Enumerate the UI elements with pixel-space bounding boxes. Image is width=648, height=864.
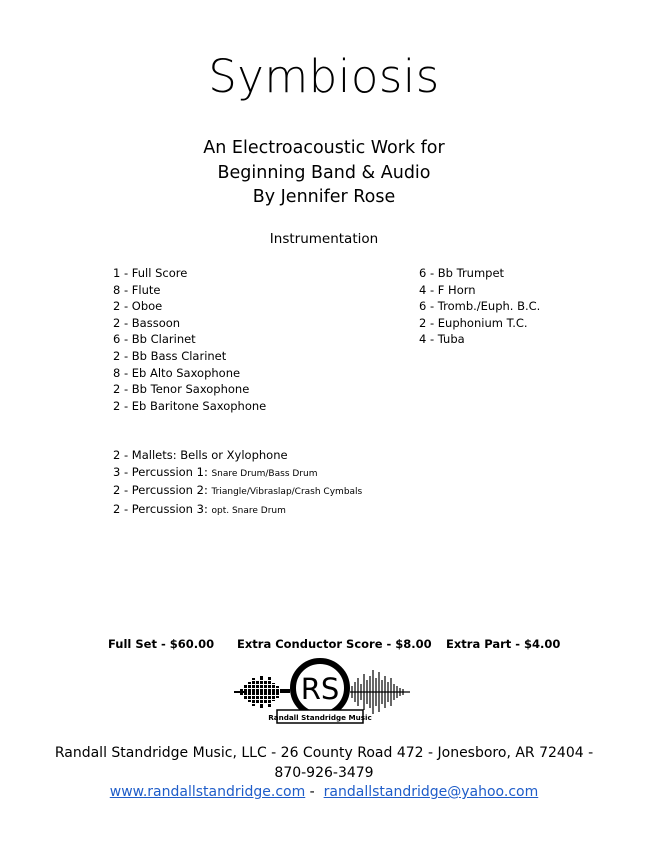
percussion-detail: Snare Drum/Bass Drum (211, 468, 318, 479)
svg-text:RS: RS (300, 672, 340, 706)
percussion-detail: opt. Snare Drum (211, 505, 286, 516)
subtitle-block (0, 136, 648, 210)
list-item: 2 - Euphonium T.C. (419, 315, 528, 330)
list-item: 2 - Bassoon (113, 315, 181, 330)
link-separator: - (305, 784, 324, 800)
instrumentation-list-percussion (113, 447, 362, 519)
list-item: 4 - Tuba (419, 332, 465, 347)
rs-logo-icon (232, 658, 412, 726)
address-line: Randall Standridge Music, LLC - 26 County Road 472 - Jonesboro, AR 72404 - (54, 745, 594, 761)
list-item: 2 - Eb Baritone Saxophone (113, 398, 267, 413)
percussion-part: 3 - Percussion 1: (113, 464, 212, 479)
list-item: 2 - Oboe (113, 299, 163, 314)
instrumentation-heading: Instrumentation (269, 231, 379, 247)
email-link[interactable]: randallstandridge@yahoo.com (323, 784, 539, 800)
percussion-detail: Triangle/Vibraslap/Crash Cymbals (211, 487, 363, 498)
publisher-logo (232, 658, 412, 726)
list-item: 6 - Bb Trumpet (419, 266, 505, 280)
composer-line: By Jennifer Rose (252, 187, 396, 207)
publisher-footer (0, 744, 648, 803)
list-item: 1 - Full Score (113, 266, 188, 280)
instrumentation-list-brass (419, 265, 540, 348)
list-item: 8 - Flute (113, 282, 161, 297)
list-item: 6 - Tromb./Euph. B.C. (419, 299, 541, 314)
svg-text:Randall Standridge Music: Randall Standridge Music (268, 713, 372, 722)
website-link[interactable]: www.randallstandridge.com (109, 784, 306, 800)
instrumentation-list-woodwinds (113, 265, 266, 414)
subtitle-line: An Electroacoustic Work for (203, 138, 445, 158)
page-title: Symbiosis (208, 50, 440, 103)
list-item: 2 - Bb Tenor Saxophone (113, 382, 250, 397)
list-item: 6 - Bb Clarinet (113, 332, 196, 347)
list-item: 4 - F Horn (419, 282, 476, 297)
percussion-part: 2 - Percussion 2: (113, 483, 212, 498)
list-item (113, 447, 362, 464)
list-item (113, 501, 362, 520)
price-extra-part: Extra Part - $4.00 (446, 637, 561, 651)
list-item: 8 - Eb Alto Saxophone (113, 365, 241, 380)
list-item (113, 464, 362, 483)
percussion-part: 2 - Mallets: Bells or Xylophone (113, 448, 288, 462)
price-extra-score: Extra Conductor Score - $8.00 (237, 637, 432, 651)
subtitle-line: Beginning Band & Audio (217, 162, 431, 183)
percussion-part: 2 - Percussion 3: (113, 501, 212, 516)
phone-number: 870-926-3479 (274, 764, 374, 781)
price-full-set: Full Set - $60.00 (108, 637, 215, 651)
list-item: 2 - Bb Bass Clarinet (113, 348, 227, 363)
list-item (113, 482, 362, 501)
contact-links (0, 783, 648, 803)
